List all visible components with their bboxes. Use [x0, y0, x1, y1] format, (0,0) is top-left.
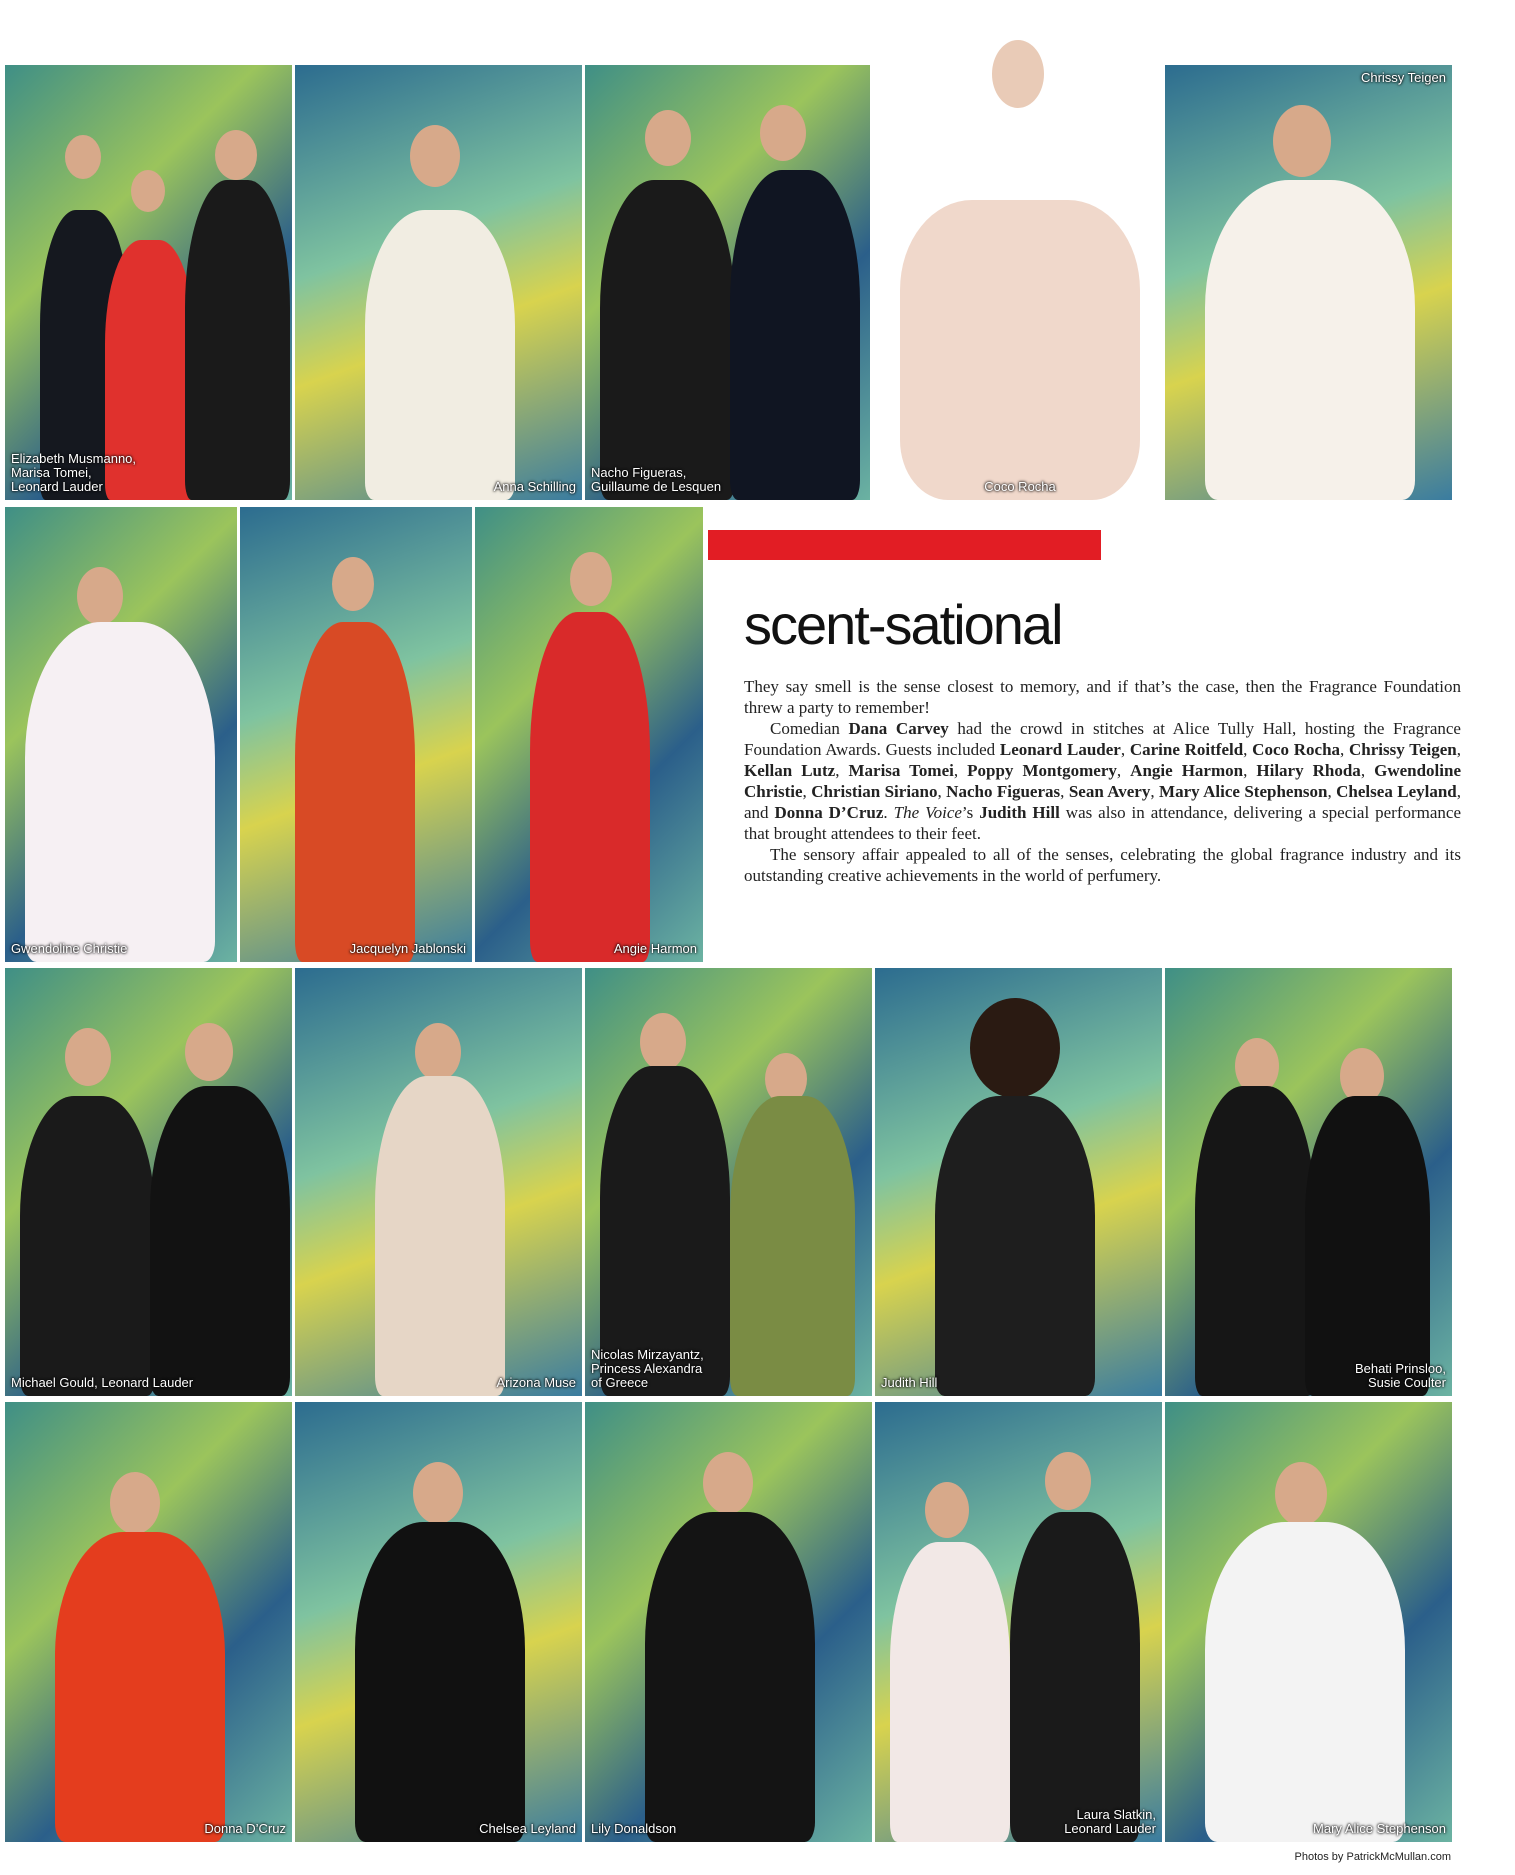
photo-figueras-lesquen	[585, 65, 872, 500]
caption-donaldson: Lily Donaldson	[591, 1821, 677, 1836]
article-body	[744, 676, 1461, 886]
photo-lily-donaldson	[585, 1402, 872, 1842]
caption-christie: Gwendoline Christie	[11, 941, 128, 956]
caption-schilling: Anna Schilling	[493, 479, 576, 494]
caption-gould: Michael Gould, Leonard Lauder	[11, 1375, 194, 1390]
photo-gould-lauder	[5, 968, 292, 1396]
photo-gwendoline-christie	[5, 507, 237, 962]
caption-stephenson: Mary Alice Stephenson	[1313, 1821, 1446, 1836]
photo-credit: Photos by PatrickMcMullan.com	[1294, 1851, 1451, 1863]
article-paragraph-2: Comedian Dana Carvey had the crowd in stitches at Alice Tully Hall, hosting the Fragrance Foundation Awards. Guests included Leonard Lauder, Carine Roitfeld, Coco Rocha, Chrissy Teigen, Kellan Lutz, Marisa Tomei, Poppy Montgomery, Angie Harmon, Hilary Rhoda, Gwendoline Christie, Christian Siriano, Nacho Figueras, Sean Avery, Mary Alice Stephenson, Chelsea Leyland, and Donna D’Cruz. The Voice’s Judith Hill was also in attendance, delivering a special performance that brought attendees to their feet.	[744, 719, 1462, 843]
caption-figueras: Nacho Figueras, Guillaume de Lesquen	[591, 465, 722, 494]
caption-mirzayantz: Nicolas Mirzayantz, Princess Alexandra of Greece	[591, 1347, 704, 1390]
photo-chelsea-leyland	[295, 1402, 582, 1842]
caption-slatkin: Laura Slatkin, Leonard Lauder	[1064, 1807, 1156, 1836]
article-title: scent-sational	[744, 593, 1062, 656]
photo-angie-harmon	[475, 507, 703, 962]
caption-leyland: Chelsea Leyland	[479, 1821, 576, 1836]
photo-donna-dcruz	[5, 1402, 292, 1842]
photo-judith-hill	[875, 968, 1162, 1396]
article-paragraph-3: The sensory affair appealed to all of the senses, celebrating the global fragrance industry and its outstanding creative achievements in the world of perfumery.	[744, 845, 1461, 885]
caption-hill: Judith Hill	[881, 1375, 938, 1390]
photo-coco-rocha	[870, 15, 1170, 500]
title-accent-bar	[708, 530, 1101, 560]
caption-prinsloo: Behati Prinsloo, Susie Coulter	[1354, 1361, 1446, 1390]
caption-harmon: Angie Harmon	[613, 941, 697, 956]
photo-musmanno-tomei-lauder	[5, 65, 292, 500]
article-paragraph-1: They say smell is the sense closest to memory, and if that’s the case, then the Fragrance Foundation threw a party to remember!	[744, 677, 1461, 717]
photo-jacquelyn-jablonski	[240, 507, 472, 962]
caption-musmanno: Elizabeth Musmanno, Marisa Tomei, Leonard Lauder	[11, 451, 137, 494]
photo-anna-schilling	[295, 65, 582, 500]
caption-dcruz: Donna D’Cruz	[204, 1821, 286, 1836]
photo-arizona-muse	[295, 968, 582, 1396]
caption-jablonski: Jacquelyn Jablonski	[349, 941, 466, 956]
photo-mary-alice-stephenson	[1165, 1402, 1452, 1842]
photo-chrissy-teigen	[1165, 65, 1452, 500]
photo-prinsloo-coulter	[1165, 968, 1452, 1396]
caption-rocha: Coco Rocha	[984, 479, 1056, 494]
photo-slatkin-lauder	[875, 1402, 1162, 1842]
caption-teigen: Chrissy Teigen	[1360, 70, 1446, 85]
caption-muse: Arizona Muse	[496, 1375, 576, 1390]
photo-mirzayantz-alexandra	[585, 968, 872, 1396]
